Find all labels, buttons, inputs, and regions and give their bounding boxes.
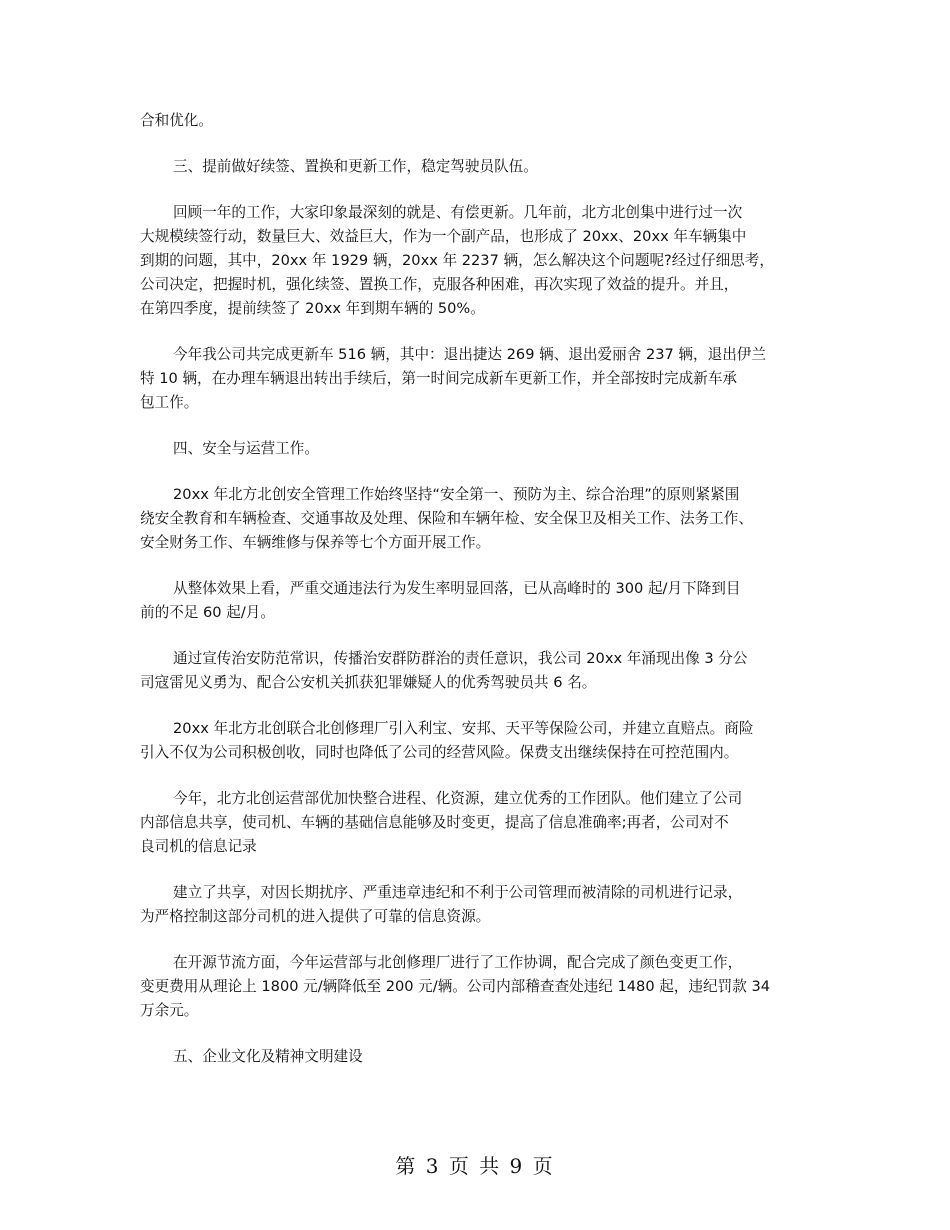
text-line: 回顾一年的工作，大家印象最深刻的就是、有偿更新。几年前，北方北创集中进行过一次 (173, 204, 743, 221)
section-heading-5 (140, 1045, 822, 1069)
text-line: 大规模续签行动，数量巨大、效益巨大，作为一个副产品，也形成了 20xx、20xx 年车辆集中 (140, 228, 747, 245)
paragraph-info-sharing (140, 881, 822, 929)
text-line: 良司机的信息记录 (140, 838, 257, 855)
text-line: 在开源节流方面，今年运营部与北创修理厂进行了工作协调，配合完成了颜色变更工作， (173, 954, 743, 971)
text-line: 五、企业文化及精神文明建设 (173, 1048, 363, 1065)
text-line: 今年我公司共完成更新车 516 辆，其中：退出捷达 269 辆、退出爱丽舍 237 辆，退出伊兰 (173, 346, 766, 363)
text-line: 安全财务工作、车辆维修与保养等七个方面开展工作。 (140, 534, 491, 551)
text-line: 引入不仅为公司积极创收，同时也降低了公司的经营风险。保费支出继续保持在可控范围内。 (140, 744, 739, 761)
paragraph-cost-saving (140, 951, 822, 1023)
text-line: 今年，北方北创运营部优加快整合进程、化资源，建立优秀的工作团队。他们建立了公司 (173, 790, 743, 807)
paragraph-insurance (140, 717, 822, 765)
text-line: 万余元。 (140, 1002, 199, 1019)
text-line: 特 10 辆，在办理车辆退出转出手续后，第一时间完成新车更新工作，并全部按时完成新车承 (140, 370, 738, 387)
text-line: 建立了共享，对因长期扰序、严重违章违纪和不利于公司管理而被清除的司机进行记录， (173, 884, 743, 901)
section-heading-3 (140, 155, 822, 179)
text-line: 在第四季度，提前续签了 20xx 年到期车辆的 50%。 (140, 300, 485, 317)
paragraph-operations (140, 787, 822, 859)
text-line: 20xx 年北方北创联合北创修理厂引入利宝、安邦、天平等保险公司，并建立直赔点。商险 (173, 720, 754, 737)
paragraph-overall-effect (140, 577, 822, 625)
paragraph-1 (140, 109, 822, 133)
text-line: 绕安全教育和车辆检查、交通事故及处理、保险和车辆年检、安全保卫及相关工作、法务工作、 (140, 510, 753, 527)
section-heading-4 (140, 437, 822, 461)
paragraph-vehicle-update (140, 343, 822, 415)
text-line: 四、安全与运营工作。 (173, 440, 319, 457)
paragraph-safety-management (140, 483, 822, 555)
text-line: 合和优化。 (140, 112, 213, 129)
text-line: 内部信息共享，使司机、车辆的基础信息能够及时变更，提高了信息准确率;再者，公司对不 (140, 814, 729, 831)
paragraph-renewal (140, 201, 822, 321)
text-line: 包工作。 (140, 394, 199, 411)
text-line: 到期的问题，其中，20xx 年 1929 辆，20xx 年 2237 辆，怎么解决这个问题呢?经过仔细思考， (140, 252, 774, 269)
document-body (140, 109, 822, 1069)
text-line: 公司决定，把握时机，强化续签、置换工作，克服各种困难，再次实现了效益的提升。并且， (140, 276, 739, 293)
text-line: 三、提前做好续签、置换和更新工作，稳定驾驶员队伍。 (173, 158, 538, 175)
text-line: 司寇雷见义勇为、配合公安机关抓获犯罪嫌疑人的优秀驾驶员共 6 名。 (140, 674, 597, 691)
text-line: 为严格控制这部分司机的进入提供了可靠的信息资源。 (140, 908, 491, 925)
page-number-footer: 第 3 页 共 9 页 (395, 1154, 555, 1178)
text-line: 前的不足 60 起/月。 (140, 604, 275, 621)
text-line: 20xx 年北方北创安全管理工作始终坚持“安全第一、预防为主、综合治理”的原则紧紧围 (173, 486, 740, 503)
text-line: 从整体效果上看，严重交通违法行为发生率明显回落，已从高峰时的 300 起/月下降到目 (173, 580, 741, 597)
text-line: 通过宣传治安防范常识，传播治安群防群治的责任意识，我公司 20xx 年涌现出像 3 分公 (173, 650, 748, 667)
text-line: 变更费用从理论上 1800 元/辆降低至 200 元/辆。公司内部稽查查处违纪 1480 起，违纪罚款 34 (140, 978, 771, 995)
paragraph-public-security (140, 647, 822, 695)
